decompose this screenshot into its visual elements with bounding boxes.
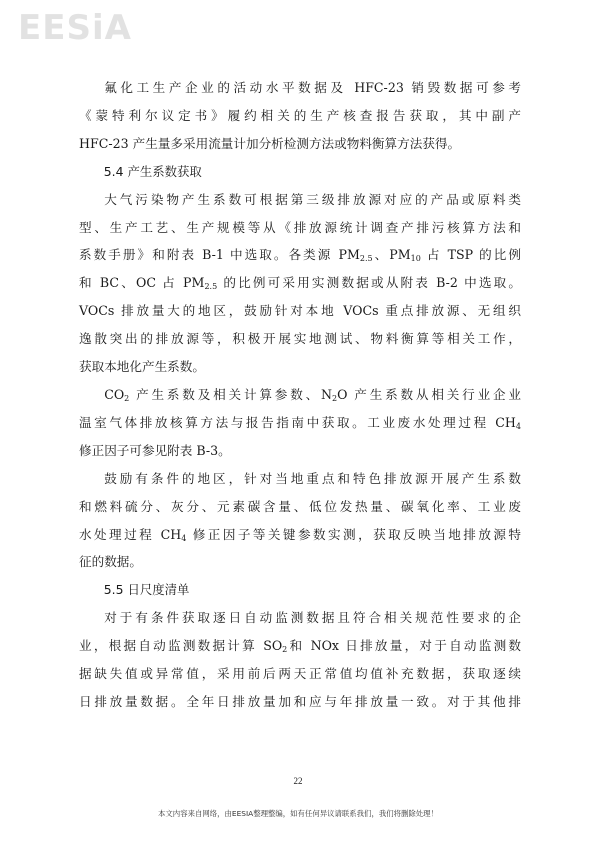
section-heading-5-4: 5.4 产生系数获取 <box>103 163 202 179</box>
subscript: 2 <box>282 645 288 655</box>
text-line: 日排放量数据。全年日排放量加和应与年排放量一致。对于其他排 <box>79 693 521 709</box>
subscript: 4 <box>515 421 521 431</box>
section-heading-5-5: 5.5 日尺度清单 <box>103 582 190 598</box>
text-line <box>79 381 521 409</box>
text-segment: 、PM <box>372 247 411 263</box>
subscript: 10 <box>410 254 421 264</box>
text-line: 大气污染物产生系数可根据第三级排放源对应的产品或原料类 <box>104 191 521 207</box>
footer-disclaimer: 本文内容来自网络，由EESIA整理整编，如有任何异议请联系我们，我们将删除处理！ <box>158 809 438 818</box>
text-segment: 修正因子等关键参数实测，获取反映当地排放源特 <box>186 526 521 542</box>
text-segment: 系数手册》和附表 B-1 中选取。各类源 PM <box>79 247 360 263</box>
text-line <box>79 521 521 549</box>
body-text <box>79 74 521 716</box>
text-line: 逸散突出的排放源等，积极开展实地测试、物料衡算等相关工作， <box>79 331 521 347</box>
text-line: VOCs 排放量大的地区，鼓励针对本地 VOCs 重点排放源、无组织 <box>79 303 521 319</box>
text-line <box>79 241 521 269</box>
text-segment: 和 BC、OC 占 PM <box>79 275 205 291</box>
text-line: 鼓励有条件的地区，针对当地重点和特色排放源开展产生系数 <box>104 470 521 486</box>
text-line: 据缺失值或异常值，采用前后两天正常值均值补充数据，获取逐续 <box>79 666 521 682</box>
subscript: 2 <box>124 393 130 403</box>
subscript: 2.5 <box>359 254 373 264</box>
text-segment: O 产生系数从相关行业企业 <box>337 386 522 402</box>
text-segment: 和 NOx 日排放量，对于自动监测数 <box>287 638 521 654</box>
subscript: 2 <box>332 393 338 403</box>
text-line: 型、生产工艺、生产规模等从《排放源统计调查产排污核算方法和 <box>79 219 521 235</box>
paragraph-emission-factors <box>79 186 521 381</box>
text-line: 《蒙特利尔议定书》履约相关的生产核查报告获取，其中副产 <box>79 107 521 123</box>
text-line: 和燃料硫分、灰分、元素碳含量、低位发热量、碳氧化率、工业废 <box>79 498 521 514</box>
text-line: 征的数据。 <box>79 554 142 570</box>
text-segment: 的比例可采用实测数据或从附表 B-2 中选取。 <box>217 275 521 291</box>
paragraph-hfc23 <box>79 74 521 158</box>
paragraph-co2-factors <box>79 381 521 465</box>
text-segment: 产生系数及相关计算参数、N <box>129 386 333 402</box>
text-segment: CO <box>104 386 125 402</box>
text-line <box>79 409 521 437</box>
text-segment: 占 TSP 的比例 <box>420 247 522 263</box>
paragraph-local-measurement <box>79 465 521 577</box>
text-segment: 水处理过程 CH <box>79 526 182 542</box>
text-line <box>79 269 521 297</box>
text-segment: 温室气体排放核算方法与报告指南中获取。工业废水处理过程 CH <box>79 414 516 430</box>
text-line: 修正因子可参见附表 B-3。 <box>79 442 231 458</box>
subscript: 2.5 <box>204 282 218 292</box>
text-line: 对于有条件获取逐日自动监测数据且符合相关规范性要求的企 <box>104 610 521 626</box>
text-line <box>79 632 521 660</box>
subscript: 4 <box>181 533 187 543</box>
eesia-logo: EESiA <box>18 8 132 48</box>
text-segment: 业，根据自动监测数据计算 SO <box>79 638 283 654</box>
text-line: 获取本地化产生系数。 <box>79 359 205 375</box>
text-line: HFC-23 产生量多采用流量计加分析检测方法或物料衡算方法获得。 <box>79 135 461 151</box>
paragraph-daily-inventory <box>79 604 521 716</box>
text-line: 氟化工生产企业的活动水平数据及 HFC-23 销毁数据可参考 <box>104 80 521 95</box>
page-number: 22 <box>293 776 303 786</box>
